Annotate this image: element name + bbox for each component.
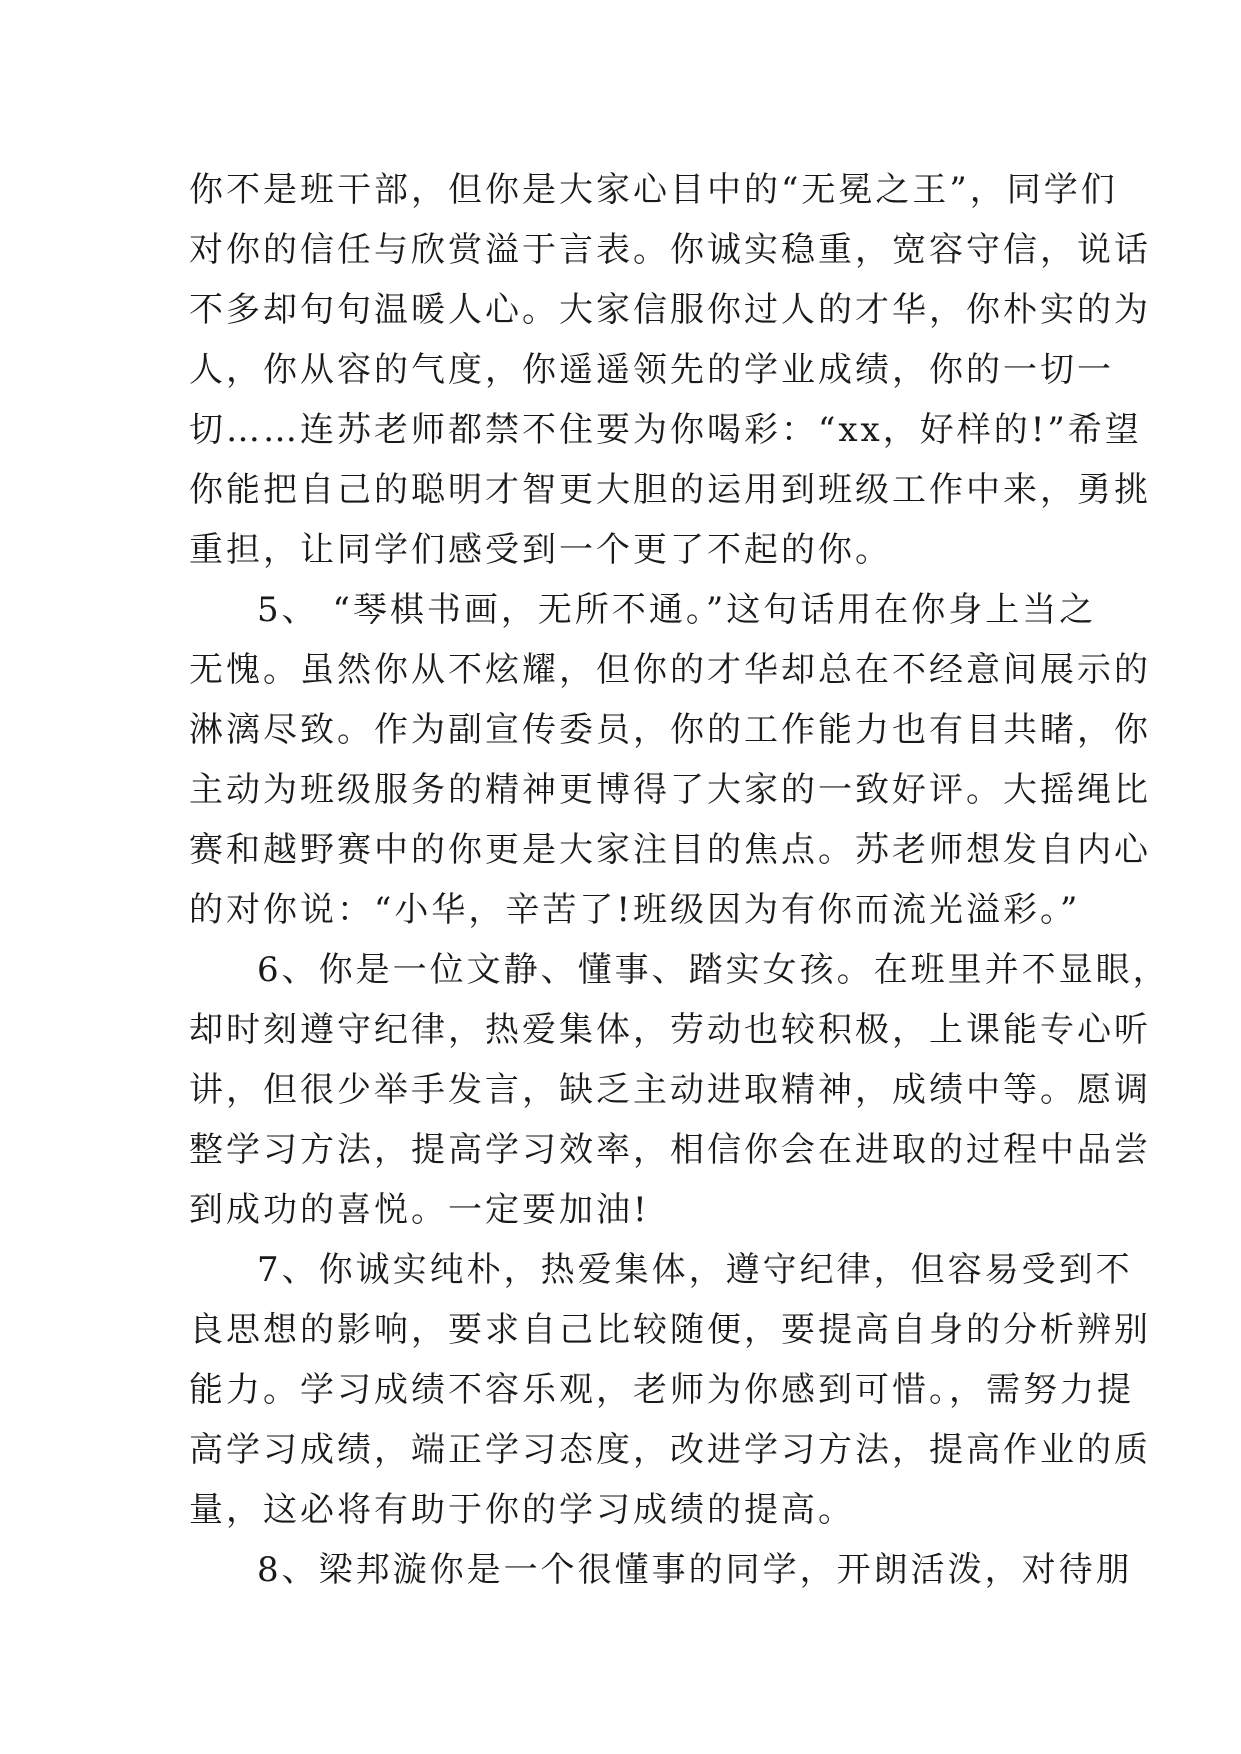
text-line: 7、你诚实纯朴，热爱集体，遵守纪律，但容易受到不 [257, 1250, 1133, 1290]
document-body [189, 160, 1170, 1600]
text-line: 6、你是一位文静、懂事、踏实女孩。在班里并不显眼， [257, 950, 1170, 990]
text-line: 8、梁邦漩你是一个很懂事的同学，开朗活泼，对待朋 [257, 1550, 1133, 1590]
text-line: 量，这必将有助于你的学习成绩的提高。 [189, 1490, 855, 1530]
text-line: 无愧。虽然你从不炫耀，但你的才华却总在不经意间展示的 [189, 650, 1151, 690]
text-line: 能力。学习成绩不容乐观，老师为你感到可惜。，需努力提 [189, 1370, 1134, 1410]
text-line: 却时刻遵守纪律，热爱集体，劳动也较积极，上课能专心听 [189, 1010, 1151, 1050]
text-line: 对你的信任与欣赏溢于言表。你诚实稳重，宽容守信，说话 [189, 230, 1151, 270]
text-line: 的对你说：“小华，辛苦了!班级因为有你而流光溢彩。” [189, 890, 1081, 930]
text-line: 整学习方法，提高学习效率，相信你会在进取的过程中品尝 [189, 1130, 1151, 1170]
text-line: 重担，让同学们感受到一个更了不起的你。 [189, 530, 892, 570]
text-line: 人，你从容的气度，你遥遥领先的学业成绩，你的一切一 [189, 350, 1114, 390]
text-line: 切……连苏老师都禁不住要为你喝彩：“xx，好样的!”希望 [189, 410, 1142, 450]
text-line: 讲，但很少举手发言，缺乏主动进取精神，成绩中等。愿调 [189, 1070, 1151, 1110]
text-line: 不多却句句温暖人心。大家信服你过人的才华，你朴实的为 [189, 290, 1151, 330]
text-line: 良思想的影响，要求自己比较随便，要提高自身的分析辨别 [189, 1310, 1151, 1350]
text-line: 赛和越野赛中的你更是大家注目的焦点。苏老师想发自内心 [189, 830, 1151, 870]
text-line: 到成功的喜悦。一定要加油! [189, 1190, 650, 1230]
text-line: 你能把自己的聪明才智更大胆的运用到班级工作中来，勇挑 [189, 470, 1151, 510]
text-line: 淋漓尽致。作为副宣传委员，你的工作能力也有目共睹，你 [189, 710, 1151, 750]
text-line: 5、 “琴棋书画，无所不通。”这句话用在你身上当之 [257, 590, 1097, 630]
text-line: 你不是班干部，但你是大家心目中的“无冕之王”，同学们 [189, 170, 1118, 210]
text-line: 主动为班级服务的精神更博得了大家的一致好评。大摇绳比 [189, 770, 1151, 810]
text-line: 高学习成绩，端正学习态度，改进学习方法，提高作业的质 [189, 1430, 1151, 1470]
